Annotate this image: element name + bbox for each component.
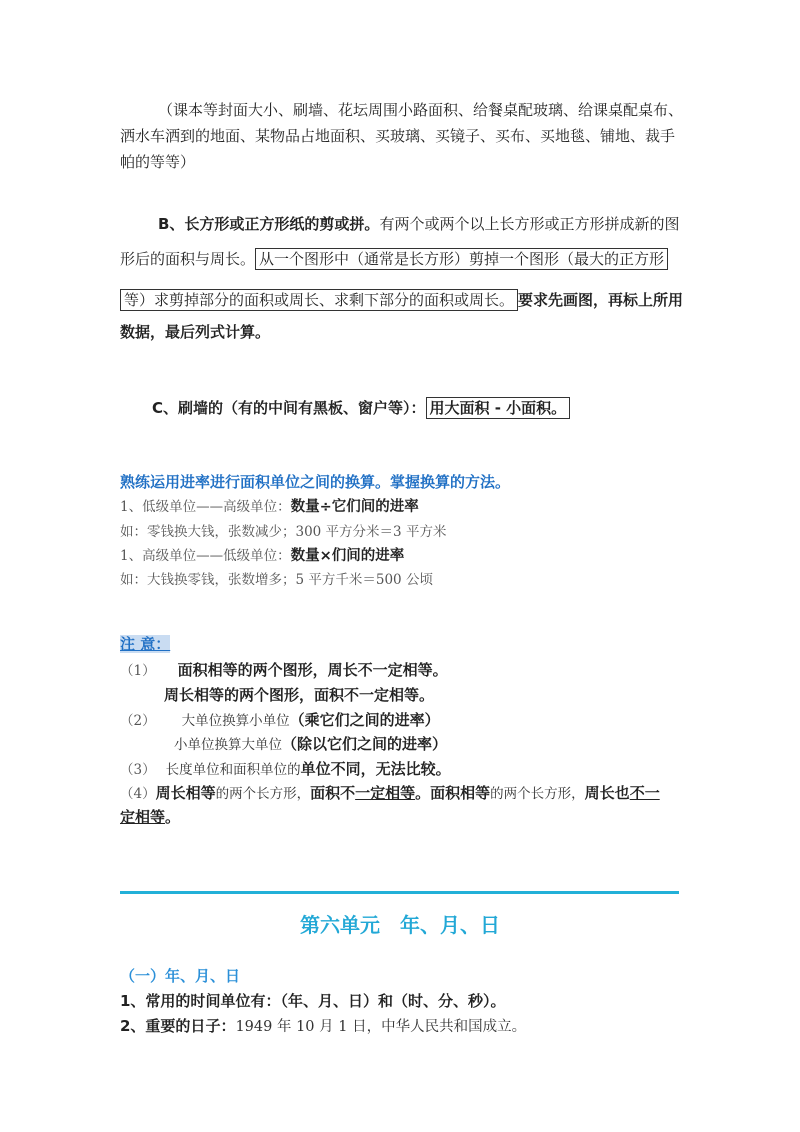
paragraph-b-line-3 xyxy=(120,290,683,310)
paragraph-b-line-1 xyxy=(158,214,679,234)
note-4-number: （4） xyxy=(120,786,156,802)
paragraph-c-line xyxy=(152,398,570,418)
paragraph-b-text-2: 形后的面积与周长。 xyxy=(120,250,256,268)
note-4-part-7: 的两个长方形， xyxy=(490,786,585,802)
note-4-part-5: 。 xyxy=(415,784,431,802)
note-4-continued xyxy=(120,807,180,827)
note-4 xyxy=(120,783,660,804)
note-2a-bold: （乘它们之间的进率） xyxy=(289,711,440,729)
unit-6-item-2-text: 1949 年 10 月 1 日，中华人民共和国成立。 xyxy=(235,1019,527,1035)
paragraph-b-line-4: 数据，最后列式计算。 xyxy=(120,323,271,341)
section-divider xyxy=(120,891,679,894)
note-4-part-1: 周长相等 xyxy=(155,784,216,802)
paragraph-b-line-2 xyxy=(120,249,668,269)
unit-6-item-1: 1、常用的时间单位有：（年、月、日）和（时、分、秒）。 xyxy=(120,992,506,1010)
conversion-rule-2-prefix: 1、高级单位——低级单位： xyxy=(120,548,291,564)
paragraph-c-boxed: 用大面积 - 小面积。 xyxy=(426,397,571,419)
unit-6-section-heading: （一）年、月、日 xyxy=(120,967,241,985)
conversion-example-1: 如：零钱换大钱，张数减少；300 平方分米＝3 平方米 xyxy=(120,524,447,540)
note-2b xyxy=(174,734,447,755)
note-1b-text: 周长相等的两个图形，面积不一定相等。 xyxy=(164,686,435,704)
unit-6-item-2-label: 2、重要的日子： xyxy=(120,1017,236,1035)
paragraph-c-heading: C、刷墙的（有的中间有黑板、窗户等）： xyxy=(152,399,426,417)
note-3-bold: 单位不同，无法比较。 xyxy=(300,760,451,778)
note-1-text: 面积相等的两个图形，周长不一定相等。 xyxy=(177,661,448,679)
conversion-rule-2-bold: 数量×们间的进率 xyxy=(290,548,405,564)
note-3-text: 长度单位和面积单位的 xyxy=(165,762,301,778)
note-4-part-6: 面积相等 xyxy=(430,784,491,802)
note-4-part-10: 定相等 xyxy=(120,808,166,826)
note-2-number: （2） xyxy=(120,713,156,729)
notes-heading xyxy=(120,634,170,654)
notes-heading-label: 注 意： xyxy=(120,635,171,653)
conversion-example-2: 如：大钱换零钱，张数增多；5 平方千米＝500 公顷 xyxy=(120,572,433,588)
conversion-rule-1 xyxy=(120,497,419,517)
note-2a-text: 大单位换算小单位 xyxy=(181,713,290,729)
note-4-part-9: 不一 xyxy=(629,784,660,802)
note-2a xyxy=(120,710,440,731)
note-4-part-3: 面积不 xyxy=(310,784,356,802)
unit-6-title: 第六单元 年、月、日 xyxy=(300,913,500,937)
conversion-rule-1-bold: 数量÷它们间的进率 xyxy=(290,499,419,515)
note-4-part-4: 一定相等 xyxy=(355,784,416,802)
conversion-heading: 熟练运用进率进行面积单位之间的换算。掌握换算的方法。 xyxy=(120,473,511,491)
paragraph-b-boxed-1: 从一个图形中（通常是长方形）剪掉一个图形（最大的正方形 xyxy=(255,248,668,270)
paragraph-b-boxed-2: 等）求剪掉部分的面积或周长、求剩下部分的面积或周长。 xyxy=(120,289,518,311)
note-2b-text: 小单位换算大单位 xyxy=(174,737,282,753)
conversion-rule-1-prefix: 1、低级单位——高级单位： xyxy=(120,499,291,515)
paragraph-a-line-3: 帕的等等） xyxy=(120,153,196,171)
paragraph-b-text-1: 有两个或两个以上长方形或正方形拼成新的图 xyxy=(379,215,680,233)
unit-6-item-2 xyxy=(120,1016,526,1037)
note-1-number: （1） xyxy=(120,663,156,679)
conversion-rule-2 xyxy=(120,546,404,566)
note-2b-bold: （除以它们之间的进率） xyxy=(282,735,448,753)
paragraph-a-line-1: （课本等封面大小、刷墙、花坛周围小路面积、给餐桌配玻璃、给课桌配桌布、 xyxy=(158,101,684,119)
note-4-part-8: 周长也 xyxy=(584,784,630,802)
note-3 xyxy=(120,759,451,780)
paragraph-b-bold-tail-1: 要求先画图，再标上所用 xyxy=(518,291,684,309)
note-4-part-11: 。 xyxy=(165,808,181,826)
note-1 xyxy=(120,660,448,681)
paragraph-a-line-2: 洒水车洒到的地面、某物品占地面积、买玻璃、买镜子、买布、买地毯、铺地、裁手 xyxy=(120,127,676,145)
note-4-part-2: 的两个长方形， xyxy=(215,786,311,802)
paragraph-b-heading: B、长方形或正方形纸的剪或拼。 xyxy=(158,215,380,233)
note-3-number: （3） xyxy=(120,762,156,778)
